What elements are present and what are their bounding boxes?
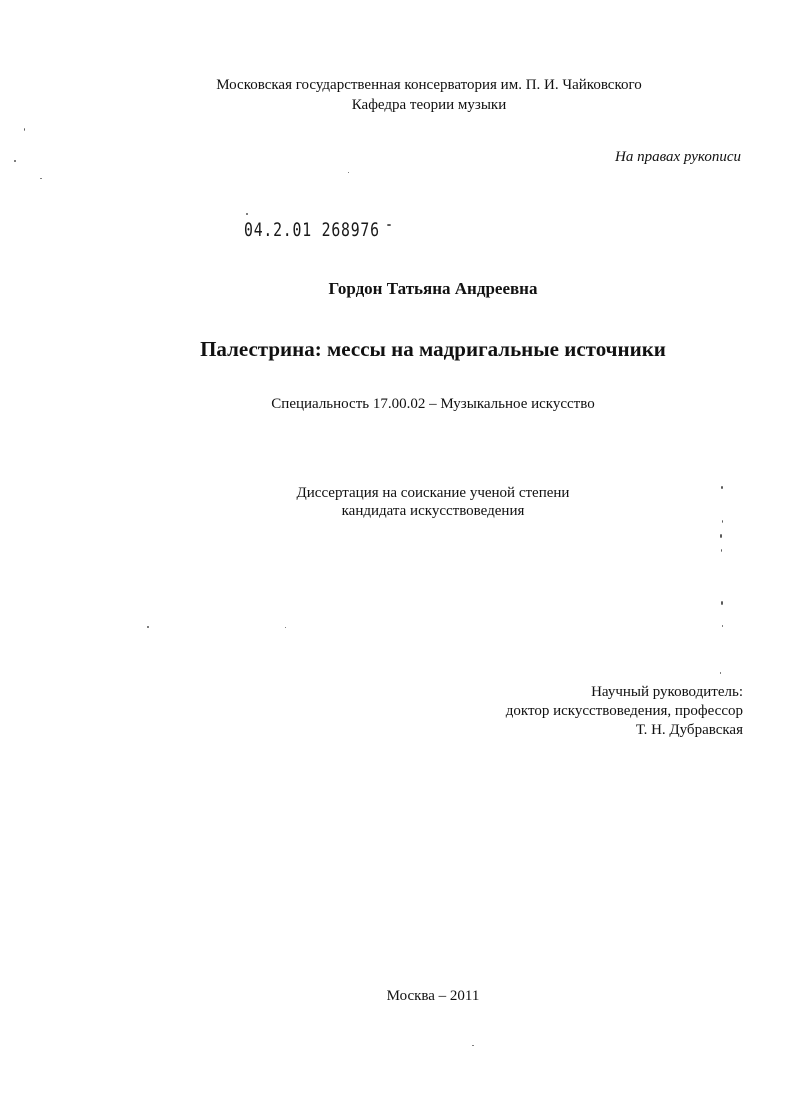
scan-speck: [348, 172, 349, 173]
department-name: Кафедра теории музыки: [351, 97, 507, 113]
author-name: Гордон Татьяна Андреевна: [328, 279, 538, 298]
scan-speck: [722, 520, 723, 523]
scan-speck: [720, 534, 722, 538]
scan-speck: [722, 625, 723, 627]
scan-speck: [387, 224, 391, 226]
scan-speck: [40, 178, 42, 179]
degree-line-2: кандидата искусствоведения: [341, 503, 525, 519]
scan-speck: [720, 672, 721, 674]
scan-speck: [285, 627, 286, 628]
scan-speck: [24, 128, 25, 131]
registration-stamp: 04.2.01 268976: [244, 219, 380, 241]
supervisor-credentials: доктор искусствоведения, профессор: [505, 703, 743, 719]
scan-speck: [721, 601, 723, 605]
supervisor-block: [506, 683, 743, 740]
degree-line-1: Диссертация на соискание ученой степени: [296, 485, 570, 501]
manuscript-rights-notice: На правах рукописи: [615, 149, 741, 165]
scan-speck: [472, 1045, 474, 1046]
scan-speck: [721, 549, 722, 552]
supervisor-name: Т. Н. Дубравская: [635, 722, 743, 738]
specialty-line: Специальность 17.00.02 – Музыкальное искусство: [271, 396, 595, 412]
scan-speck: [246, 213, 248, 215]
scan-speck: [14, 160, 16, 162]
supervisor-label: Научный руководитель:: [591, 684, 743, 700]
city-year: Москва – 2011: [386, 988, 480, 1004]
scan-speck: [147, 626, 149, 628]
institution-name: Московская государственная консерватория им. П. И. Чайковского: [216, 77, 642, 93]
scan-speck: [721, 486, 723, 489]
dissertation-title: Палестрина: мессы на мадригальные источники: [200, 337, 666, 361]
